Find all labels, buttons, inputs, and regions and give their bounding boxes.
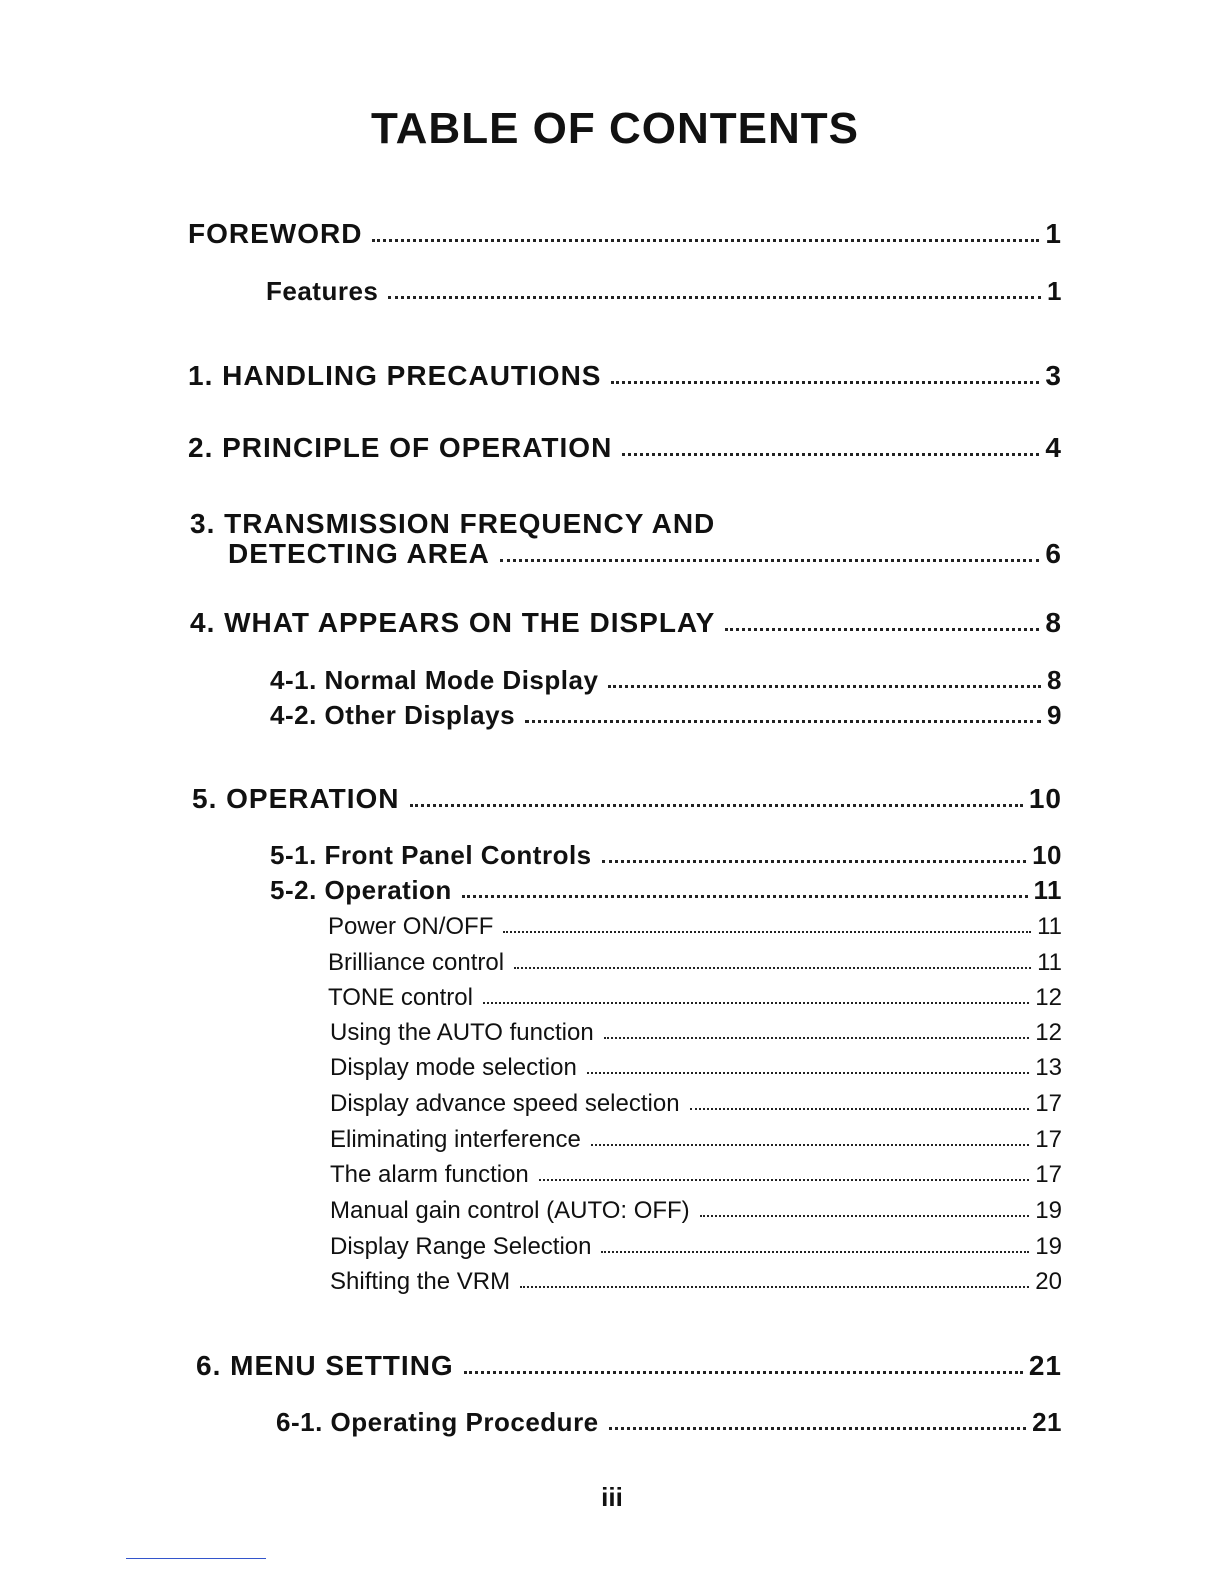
toc-entry-page: 17 — [1035, 1090, 1062, 1117]
toc-entry — [188, 216, 1062, 250]
toc-entry-page: 9 — [1047, 700, 1062, 730]
leader-dots — [464, 1371, 1023, 1374]
toc-entry-label: 5-1. Front Panel Controls — [270, 840, 592, 870]
leader-dots — [520, 1286, 1029, 1288]
toc-entry-page: 10 — [1032, 840, 1062, 870]
toc-entry-page: 6 — [1045, 538, 1062, 569]
toc-entry-label: 5. OPERATION — [192, 783, 400, 814]
toc-entry-label: Brilliance control — [328, 949, 505, 976]
toc-entry-page: 21 — [1032, 1407, 1062, 1437]
toc-entry-label: 4-1. Normal Mode Display — [270, 665, 599, 695]
toc-entry — [270, 837, 1062, 871]
toc-entry — [330, 1262, 1062, 1296]
toc-entry-label-line1: 3. TRANSMISSION FREQUENCY AND — [190, 508, 716, 539]
toc-entry-label: 5-2. Operation — [270, 875, 452, 905]
toc-entry — [328, 907, 1062, 941]
leader-dots — [388, 296, 1041, 299]
toc-entry-page: 10 — [1028, 783, 1062, 814]
toc-entry — [328, 978, 1062, 1012]
toc-entry — [266, 273, 1062, 307]
toc-entry-label: Display Range Selection — [330, 1233, 592, 1260]
toc-entry-label: 4. WHAT APPEARS ON THE DISPLAY — [190, 607, 716, 638]
leader-dots — [483, 1002, 1029, 1004]
leader-dots — [500, 559, 1040, 562]
toc-entry-page: 12 — [1035, 1019, 1062, 1046]
toc-entry-label: Shifting the VRM — [330, 1268, 511, 1295]
toc-entry — [330, 1227, 1062, 1261]
toc-entry-label: Using the AUTO function — [330, 1019, 594, 1046]
leader-dots — [591, 1144, 1030, 1146]
leader-dots — [604, 1037, 1030, 1039]
toc-entry-label: 6. MENU SETTING — [196, 1350, 454, 1381]
toc-entry-label: Power ON/OFF — [328, 913, 494, 940]
leader-dots — [700, 1215, 1030, 1217]
leader-dots — [601, 1251, 1029, 1253]
toc-entry-page: 13 — [1035, 1054, 1062, 1081]
toc-entry — [276, 1404, 1062, 1438]
page-number: iii — [601, 1482, 623, 1512]
toc-entry-page: 17 — [1035, 1161, 1062, 1188]
toc-entry — [270, 662, 1062, 696]
leader-dots — [690, 1108, 1030, 1110]
leader-dots — [410, 804, 1023, 807]
toc-entry-label: 1. HANDLING PRECAUTIONS — [188, 360, 602, 391]
toc-entry-page: 21 — [1028, 1350, 1062, 1381]
toc-entry-page: 4 — [1045, 432, 1062, 463]
toc-entry — [330, 1191, 1062, 1225]
toc-entry-page: 8 — [1045, 607, 1062, 638]
toc-entry-page: 20 — [1035, 1268, 1062, 1295]
toc-entry-page: 17 — [1035, 1126, 1062, 1153]
toc-entry — [192, 781, 1062, 815]
toc-entry — [330, 1048, 1062, 1082]
toc-entry — [188, 430, 1062, 464]
leader-dots — [587, 1072, 1030, 1074]
toc-entry-label: 4-2. Other Displays — [270, 700, 516, 730]
toc-entry-label: Features — [266, 276, 379, 306]
leader-dots — [539, 1179, 1030, 1181]
toc-entry-label: Eliminating interference — [330, 1126, 581, 1153]
toc-entry — [190, 605, 1062, 639]
toc-entry-page: 19 — [1035, 1197, 1062, 1224]
toc-entry — [270, 697, 1062, 731]
toc-entry-label: Display mode selection — [330, 1054, 577, 1081]
toc-entry-page: 11 — [1037, 949, 1062, 976]
leader-dots — [503, 931, 1031, 933]
toc-entry — [328, 943, 1062, 977]
toc-entry-page: 8 — [1047, 665, 1062, 695]
toc-entry-label: TONE control — [328, 984, 473, 1011]
toc-entry-page: 12 — [1035, 984, 1062, 1011]
toc-entry-label: The alarm function — [330, 1161, 529, 1188]
leader-dots — [725, 628, 1039, 631]
toc-entry — [330, 1120, 1062, 1154]
toc-entry — [330, 1084, 1062, 1118]
toc-entry-page: 1 — [1047, 276, 1062, 306]
toc-entry-page: 19 — [1035, 1233, 1062, 1260]
toc-entry-label: 2. PRINCIPLE OF OPERATION — [188, 432, 613, 463]
page-title: TABLE OF CONTENTS — [371, 104, 859, 153]
toc-entry-label: Display advance speed selection — [330, 1090, 680, 1117]
toc-entry — [330, 1013, 1062, 1047]
leader-dots — [622, 453, 1039, 456]
footer-rule — [126, 1558, 266, 1559]
toc-entry — [196, 1348, 1062, 1382]
toc-entry — [270, 872, 1062, 906]
leader-dots — [525, 720, 1041, 723]
leader-dots — [514, 967, 1031, 969]
toc-entry-page: 3 — [1045, 360, 1062, 391]
toc-entry-label: 6-1. Operating Procedure — [276, 1407, 599, 1437]
toc-entry-label: DETECTING AREA — [228, 538, 490, 569]
toc-entry-page: 11 — [1033, 875, 1062, 905]
leader-dots — [602, 860, 1026, 863]
toc-entry-page: 1 — [1045, 218, 1062, 249]
leader-dots — [462, 895, 1028, 898]
toc-entry-label: FOREWORD — [188, 218, 363, 249]
toc-entry — [228, 536, 1062, 570]
toc-entry-label: Manual gain control (AUTO: OFF) — [330, 1197, 690, 1224]
leader-dots — [608, 685, 1041, 688]
leader-dots — [611, 381, 1039, 384]
leader-dots — [609, 1427, 1026, 1430]
leader-dots — [372, 239, 1039, 242]
toc-entry — [330, 1155, 1062, 1189]
toc-entry — [188, 358, 1062, 392]
toc-entry-page: 11 — [1037, 913, 1062, 940]
